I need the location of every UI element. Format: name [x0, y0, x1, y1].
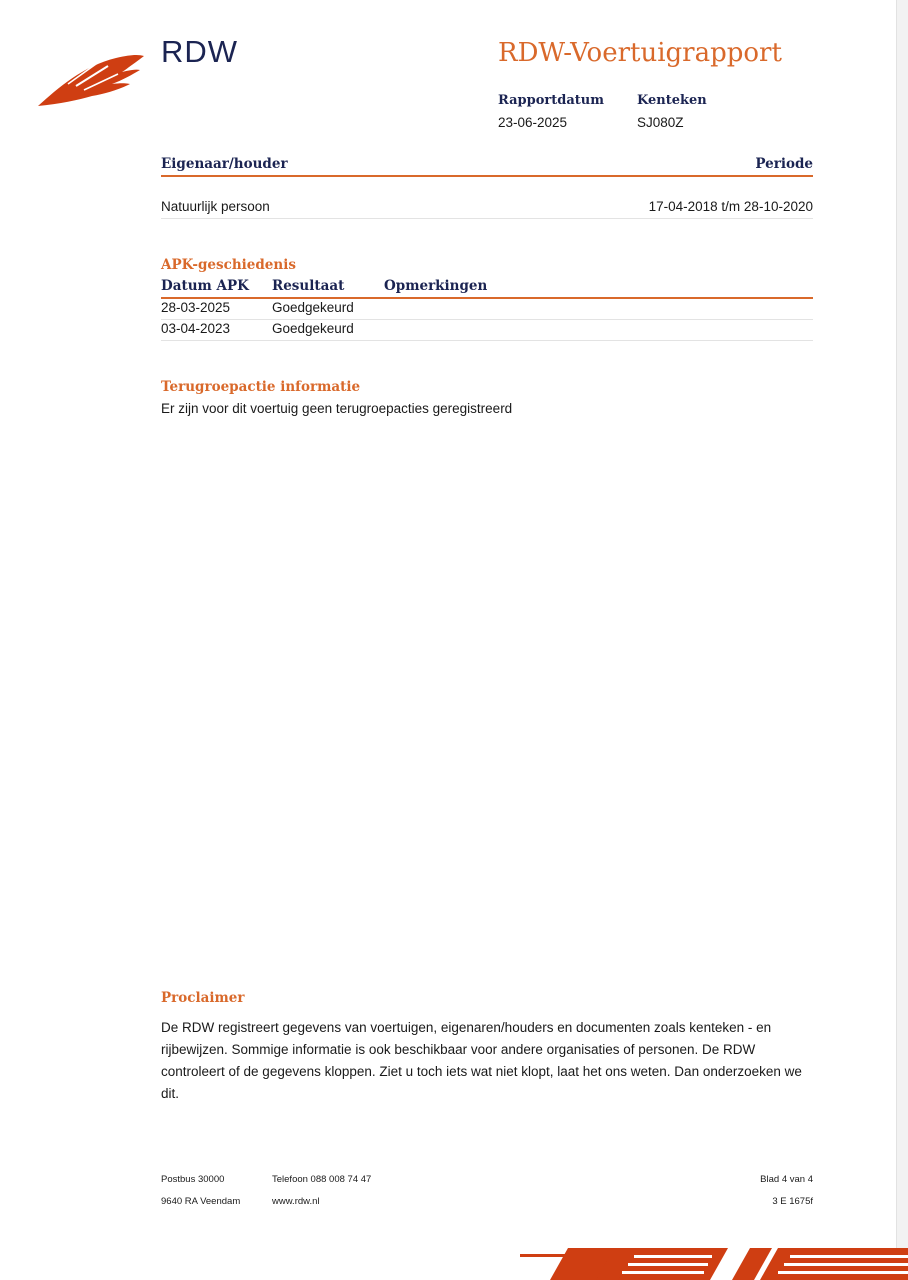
- owner-type: Natuurlijk persoon: [161, 199, 270, 214]
- proclaimer-title: Proclaimer: [161, 990, 245, 1006]
- apk-row-result: Goedgekeurd: [272, 321, 354, 336]
- plate-value: SJ080Z: [637, 115, 684, 130]
- owner-header: Eigenaar/houder: [161, 156, 288, 172]
- footer-postbus: Postbus 30000: [161, 1174, 225, 1185]
- apk-row-rule: [161, 319, 813, 320]
- apk-header-rule: [161, 297, 813, 299]
- period-header: Periode: [755, 156, 813, 172]
- footer-code: 3 E 1675f: [772, 1196, 813, 1207]
- recall-text: Er zijn voor dit voertuig geen terugroepacties geregistreerd: [161, 401, 513, 416]
- report-date-label: Rapportdatum: [498, 93, 604, 108]
- apk-row-rule: [161, 340, 813, 341]
- owner-period: 17-04-2018 t/m 28-10-2020: [648, 199, 813, 214]
- apk-col-remarks: Opmerkingen: [384, 278, 488, 294]
- rdw-logo-icon: [38, 48, 148, 108]
- recall-title: Terugroepactie informatie: [161, 379, 361, 395]
- proclaimer-text: De RDW registreert gegevens van voertuigen, eigenaren/houders en documenten zoals kenteken - en rijbewijzen. Sommige informatie is ook beschikbaar voor andere organisaties of personen. De RDW controleert of de gegevens kloppen. Ziet u toch iets wat niet klopt, laat het ons weten. Dan onderzoeken we dit.: [161, 1020, 802, 1101]
- page-edge: [896, 0, 908, 1280]
- apk-col-result: Resultaat: [272, 278, 345, 294]
- report-title: RDW-Voertuigrapport: [498, 38, 782, 68]
- footer-page: Blad 4 van 4: [760, 1174, 813, 1185]
- report-date-value: 23-06-2025: [498, 115, 568, 130]
- footer-city: 9640 RA Veendam: [161, 1196, 241, 1207]
- owner-row-rule: [161, 218, 813, 219]
- apk-row-result: Goedgekeurd: [272, 300, 354, 315]
- footer-phone: Telefoon 088 008 74 47: [272, 1174, 372, 1185]
- plate-label: Kenteken: [637, 93, 707, 108]
- footer-web: www.rdw.nl: [272, 1196, 320, 1207]
- apk-row-date: 28-03-2025: [161, 300, 231, 315]
- apk-title: APK-geschiedenis: [161, 257, 296, 273]
- apk-col-date: Datum APK: [161, 278, 249, 294]
- brand-name: RDW: [161, 34, 239, 69]
- owner-header-rule: [161, 175, 813, 177]
- footer-stripes-decoration: [510, 1242, 908, 1280]
- apk-row-date: 03-04-2023: [161, 321, 231, 336]
